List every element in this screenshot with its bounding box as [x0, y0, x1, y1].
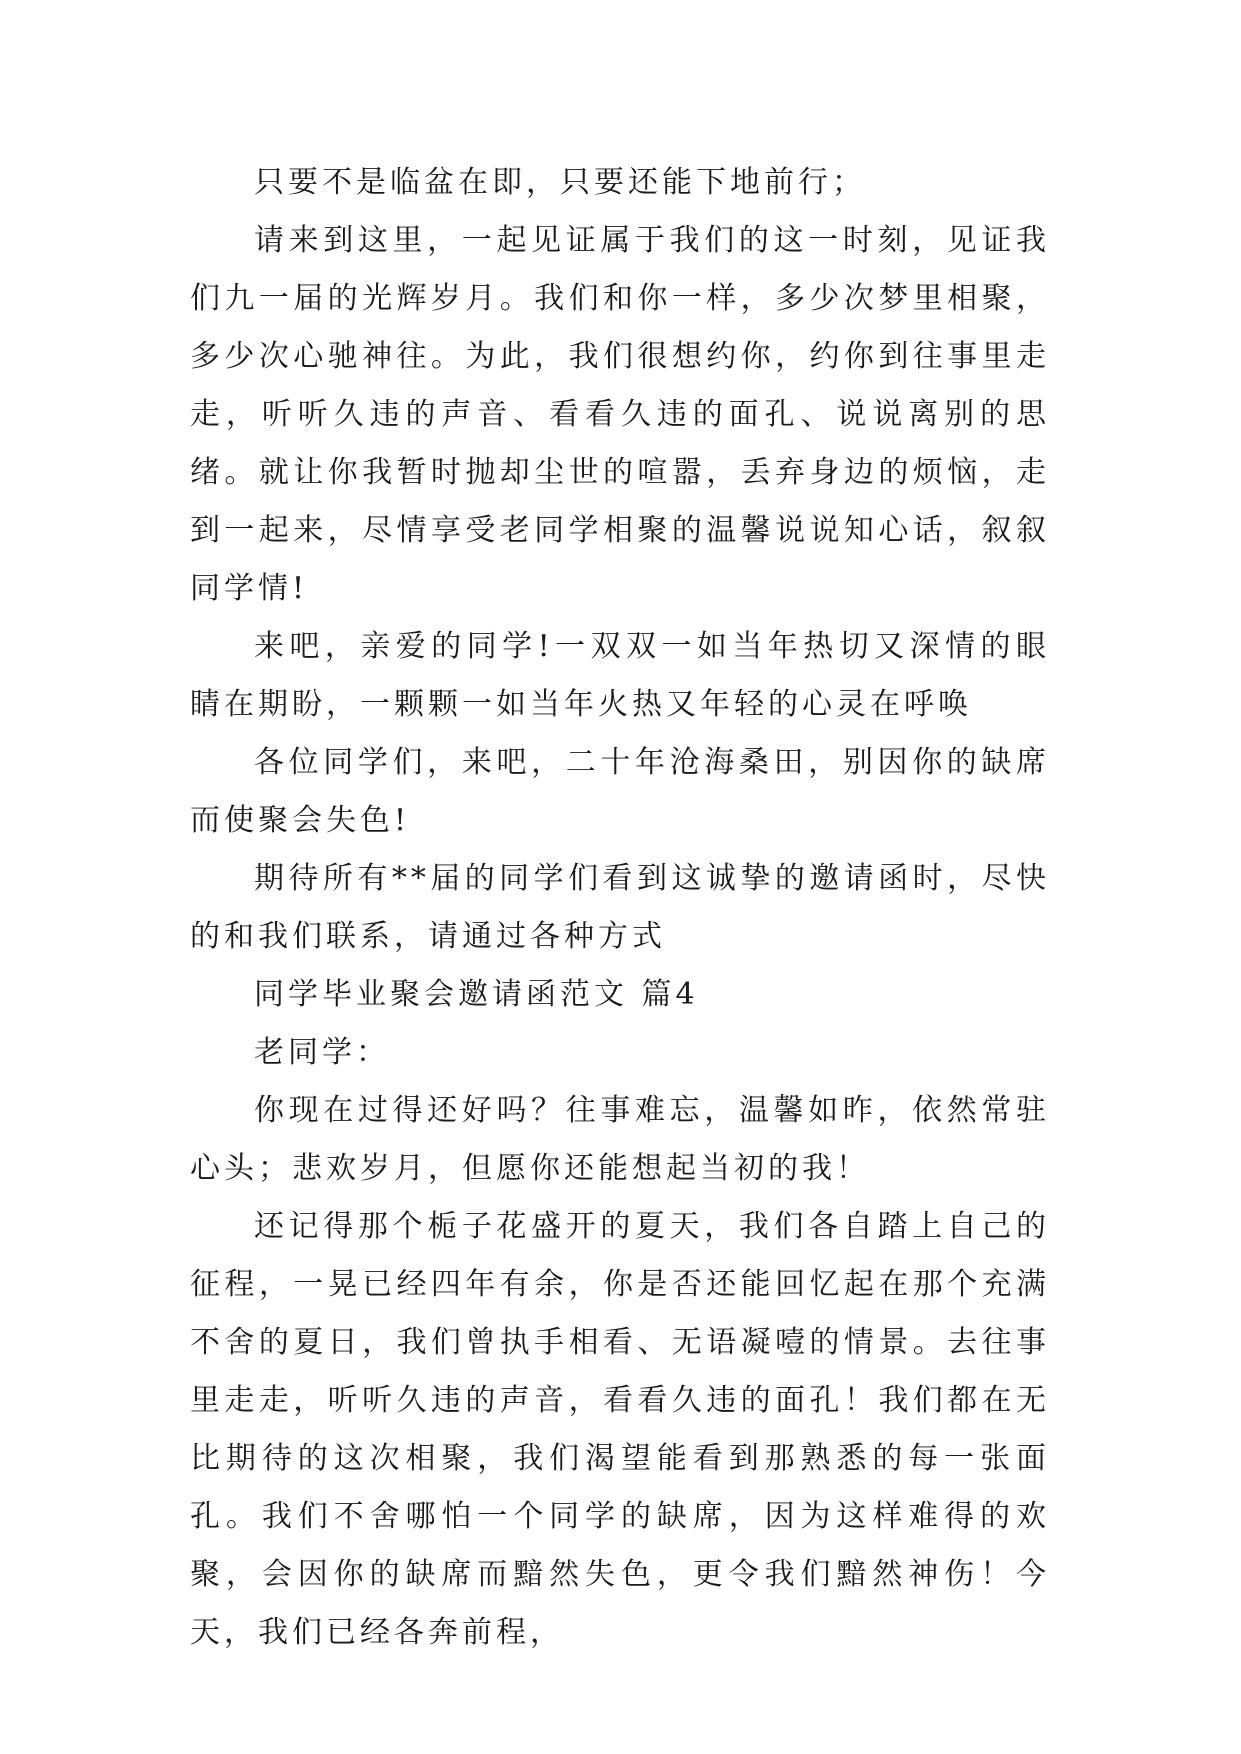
paragraph: 期待所有**届的同学们看到这诚挚的邀请函时，尽快的和我们联系，请通过各种方式	[190, 861, 1050, 954]
paragraph: 还记得那个栀子花盛开的夏天，我们各自踏上自己的征程，一晃已经四年有余，你是否还能回忆起在那个充满不舍的夏日，我们曾执手相看、无语凝噎的情景。去往事里走走，听听久违的声音，看看久违的面孔！我们都在无比期待的这次相聚，我们渴望能看到那熟悉的每一张面孔。我们不舍哪怕一个同学的缺席，因为这样难得的欢聚，会因你的缺席而黯然失色，更令我们黯然神伤！今天，我们已经各奔前程，	[190, 1209, 1050, 1650]
section-heading: 同学毕业聚会邀请函范文 篇4	[254, 977, 699, 1012]
paragraph: 请来到这里，一起见证属于我们的这一时刻，见证我们九一届的光辉岁月。我们和你一样，多少次梦里相聚，多少次心驰神往。为此，我们很想约你，约你到往事里走走，听听久违的声音、看看久违的面孔、说说离别的思绪。就让你我暂时抛却尘世的喧嚣，丢弃身边的烦恼，走到一起来，尽情享受老同学相聚的温馨说说知心话，叙叙同学情!	[190, 223, 1050, 606]
paragraph: 你现在过得还好吗？往事难忘，温馨如昨，依然常驻心头；悲欢岁月，但愿你还能想起当初的我！	[190, 1093, 1050, 1186]
document-body	[190, 154, 1050, 1662]
paragraph: 各位同学们，来吧，二十年沧海桑田，别因你的缺席而使聚会失色!	[190, 745, 1050, 838]
paragraph: 只要不是临盆在即，只要还能下地前行；	[254, 165, 866, 200]
paragraph: 来吧，亲爱的同学!一双双一如当年热切又深情的眼睛在期盼，一颗颗一如当年火热又年轻的心灵在呼唤	[190, 629, 1050, 722]
salutation: 老同学：	[254, 1035, 390, 1070]
